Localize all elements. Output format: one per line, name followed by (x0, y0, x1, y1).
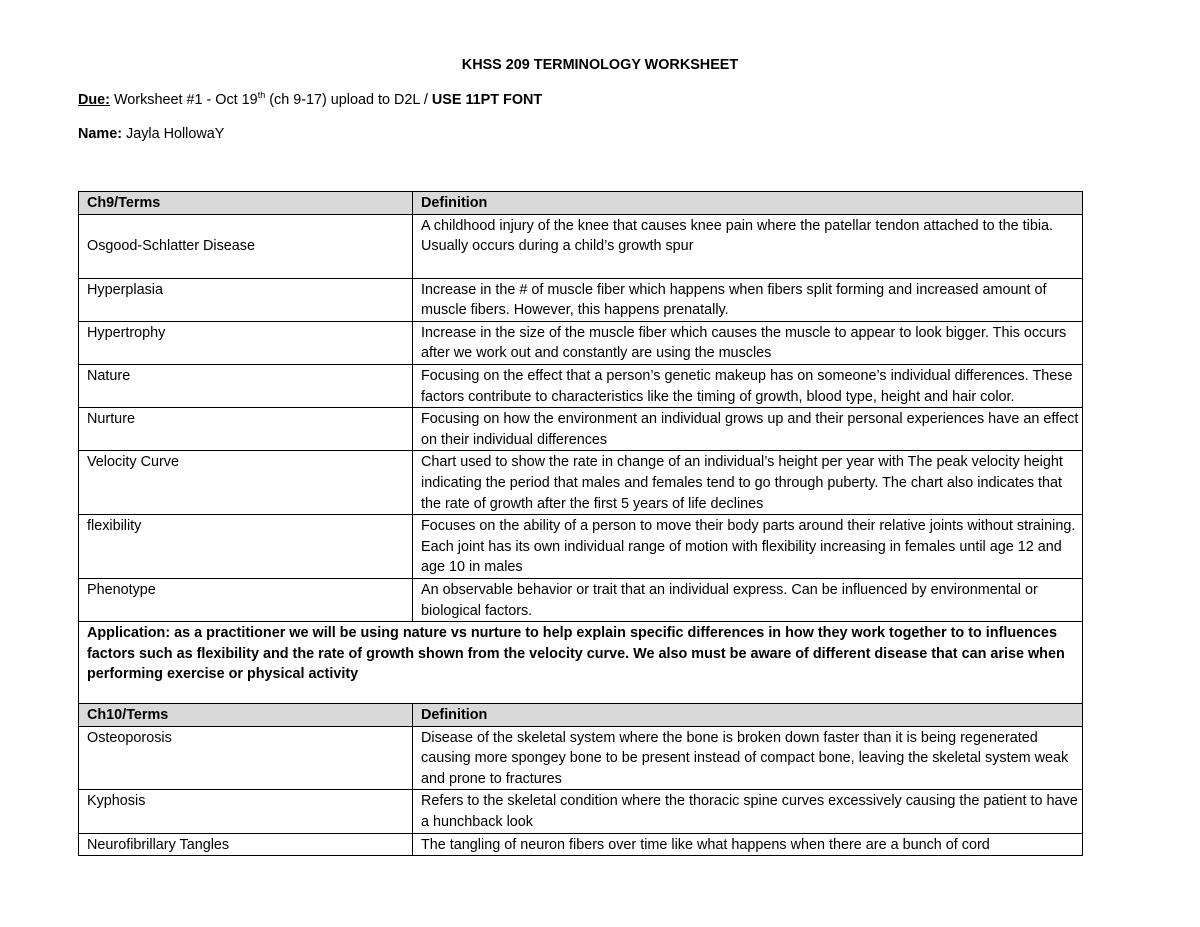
name-label: Name: (78, 126, 122, 142)
term-cell: Nature (79, 364, 413, 407)
definition-cell: An observable behavior or trait that an individual express. Can be influenced by environmental or biological factors. (413, 578, 1083, 621)
table-row (79, 578, 1083, 621)
application-row (79, 622, 1083, 704)
table-row (79, 364, 1083, 407)
ch9-header-row (79, 192, 1083, 215)
term-cell: Hyperplasia (79, 278, 413, 321)
application-note: Application: as a practitioner we will be using nature vs nurture to help explain specific differences in how they work together to to influences factors such as flexibility and the rate of growth shown from the velocity curve. We also must be aware of different disease that can arise when performing exercise or physical activity (79, 622, 1083, 704)
table-row (79, 833, 1083, 856)
definition-cell: Refers to the skeletal condition where the thoracic spine curves excessively causing the patient to have a hunchback look (413, 790, 1083, 833)
term-cell: Neurofibrillary Tangles (79, 833, 413, 856)
definition-cell: A childhood injury of the knee that causes knee pain where the patellar tendon attached to the tibia. Usually occurs during a child’s growth spur (413, 214, 1083, 278)
ch9-terms-header: Ch9/Terms (79, 192, 413, 215)
worksheet-title: KHSS 209 TERMINOLOGY WORKSHEET (461, 57, 739, 73)
definition-cell: Focusing on the effect that a person’s genetic makeup has on someone’s individual differences. These factors contribute to characteristics like the timing of growth, blood type, height and hair color. (413, 364, 1083, 407)
due-line (78, 92, 542, 108)
term-cell: Hypertrophy (79, 321, 413, 364)
table-row (79, 790, 1083, 833)
term-cell: Kyphosis (79, 790, 413, 833)
due-text: Worksheet #1 - Oct 19 (109, 92, 258, 108)
table-row (79, 726, 1083, 790)
definition-cell: Disease of the skeletal system where the bone is broken down faster than it is being regenerated causing more spongey bone to be present instead of compact bone, leaving the skeletal system weak and prone to fractures (413, 726, 1083, 790)
ch10-header-row (79, 704, 1083, 727)
ch10-definition-header: Definition (413, 704, 1083, 727)
definition-cell: Focusing on how the environment an individual grows up and their personal experiences have an effect on their individual differences (413, 408, 1083, 451)
term-cell: Phenotype (79, 578, 413, 621)
definition-cell: Chart used to show the rate in change of an individual’s height per year with The peak velocity height indicating the period that males and females tend to go through puberty. The chart also indicates that the rate of growth after the first 5 years of life declines (413, 451, 1083, 515)
term-cell: Osteoporosis (79, 726, 413, 790)
definition-cell: Increase in the # of muscle fiber which happens when fibers split forming and increased amount of muscle fibers. However, this happens prenatally. (413, 278, 1083, 321)
term-cell: flexibility (79, 515, 413, 579)
term-cell: Velocity Curve (79, 451, 413, 515)
table-row (79, 451, 1083, 515)
terminology-table (78, 191, 1083, 856)
ch10-terms-header: Ch10/Terms (79, 704, 413, 727)
table-row (79, 515, 1083, 579)
definition-cell: Increase in the size of the muscle fiber which causes the muscle to appear to look bigger. This occurs after we work out and constantly are using the muscles (413, 321, 1083, 364)
due-text-2: (ch 9-17) upload to D2L / (265, 92, 432, 108)
name-value: Jayla HollowaY (122, 126, 225, 142)
name-line (78, 126, 224, 142)
definition-cell: The tangling of neuron fibers over time like what happens when there are a bunch of cord (413, 833, 1083, 856)
term-cell: Nurture (79, 408, 413, 451)
table-row (79, 321, 1083, 364)
ch9-definition-header: Definition (413, 192, 1083, 215)
definition-cell: Focuses on the ability of a person to move their body parts around their relative joints without straining. Each joint has its own individual range of motion with flexibility increasing in females until age 12 and age 10 in males (413, 515, 1083, 579)
due-label: Due: (78, 92, 110, 108)
table-row (79, 408, 1083, 451)
table-row (79, 214, 1083, 278)
table-row (79, 278, 1083, 321)
due-superscript: th (257, 90, 266, 101)
font-instruction: USE 11PT FONT (431, 92, 543, 108)
term-cell: Osgood-Schlatter Disease (79, 214, 413, 278)
